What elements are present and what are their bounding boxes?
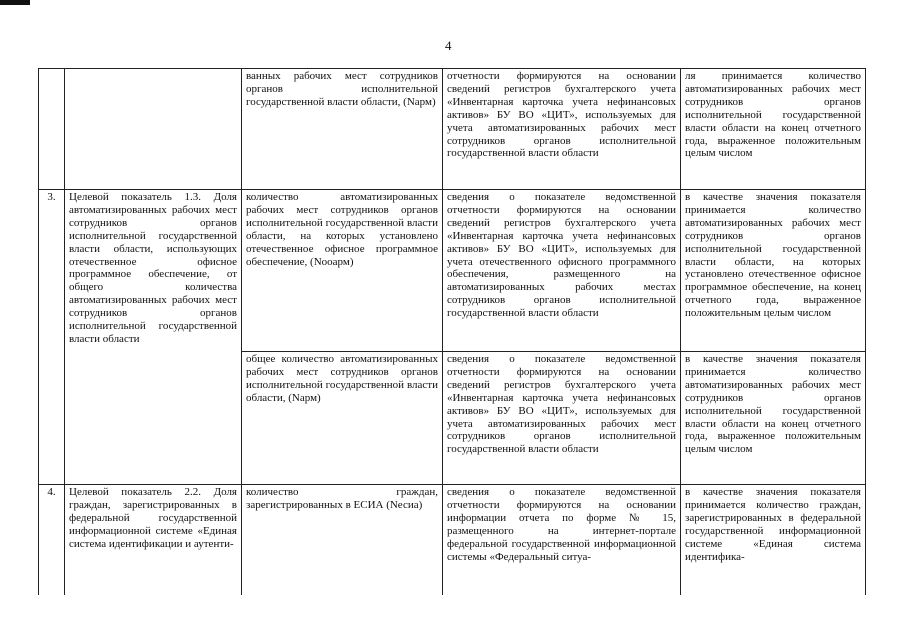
variable-cell: количество автоматизированных рабочих мест сотрудников органов исполнительной государственной власти области, на которых установлено отечественное офисное программное обеспечение, (Nооарм) xyxy=(242,190,443,352)
table-row xyxy=(39,190,866,352)
source-cell: сведения о показателе ведомственной отчетности формируются на основании информации отчета по форме № 15, размещенного на интернет-портале федеральной государственной информационной системы «Федеральный ситуа- xyxy=(443,485,681,595)
row-number-cell xyxy=(39,69,65,190)
indicator-name-cell xyxy=(65,69,242,190)
table-row xyxy=(39,69,866,190)
source-cell: отчетности формируются на основании сведений регистров бухгалтерского учета «Инвентарная карточка учета нефинансовых активов» БУ ВО «ЦИТ», используемых для учета автоматизированных рабочих мест сотрудников органов исполнительной государственной власти области xyxy=(443,69,681,190)
source-cell: сведения о показателе ведомственной отчетности формируются на основании сведений регистров бухгалтерского учета «Инвентарная карточка учета нефинансовых активов» БУ ВО «ЦИТ», используемых для учета автоматизированных рабочих мест сотрудников органов исполнительной государственной власти области xyxy=(443,352,681,485)
variable-cell: общее количество автоматизированных рабочих мест сотрудников органов исполнительной государственной власти области, (Nарм) xyxy=(242,352,443,485)
indicator-name-cell: Целевой показатель 1.3. Доля автоматизированных рабочих мест сотрудников органов исполнительной государственной власти области, использующих отечественное офисное программное обеспечение, от общего количества автоматизированных рабочих мест сотрудников органов исполнительной государственной власти области xyxy=(65,190,242,485)
indicators-table xyxy=(38,68,866,595)
value-cell: в качестве значения показателя принимается количество автоматизированных рабочих мест сотрудников органов исполнительной государственной власти области на конец отчетного года, выраженное положительным целым числом xyxy=(681,352,866,485)
variable-cell: ванных рабочих мест сотрудников органов исполнительной государственной власти области, (Nарм) xyxy=(242,69,443,190)
table-row xyxy=(39,485,866,595)
value-cell: в качестве значения показателя принимается количество автоматизированных рабочих мест сотрудников органов исполнительной государственной власти области, на которых установлено отечественное офисное программное обеспечение, на конец отчетного года, выраженное положительным целым числом xyxy=(681,190,866,352)
value-cell: ля принимается количество автоматизированных рабочих мест сотрудников органов исполнительной государственной власти области на конец отчетного года, выраженное положительным целым числом xyxy=(681,69,866,190)
value-cell: в качестве значения показателя принимается количество граждан, зарегистрированных в федеральной государственной информационной системе «Единая система идентифика- xyxy=(681,485,866,595)
source-cell: сведения о показателе ведомственной отчетности формируются на основании сведений регистров бухгалтерского учета «Инвентарная карточка учета нефинансовых активов» БУ ВО «ЦИТ», используемых для учета отечественного офисного программного обеспечения, размещенного на автоматизированных рабочих местах сотрудников органов исполнительной государственной власти области xyxy=(443,190,681,352)
row-number-cell: 4. xyxy=(39,485,65,595)
row-number-cell: 3. xyxy=(39,190,65,485)
variable-cell: количество граждан, зарегистрированных в ЕСИА (Nесиа) xyxy=(242,485,443,595)
page-number: 4 xyxy=(445,38,452,53)
indicator-name-cell: Целевой показатель 2.2. Доля граждан, зарегистрированных в федеральной государственной информационной системе «Единая система идентификации и аутенти- xyxy=(65,485,242,595)
scan-artifact-mark xyxy=(0,0,30,5)
